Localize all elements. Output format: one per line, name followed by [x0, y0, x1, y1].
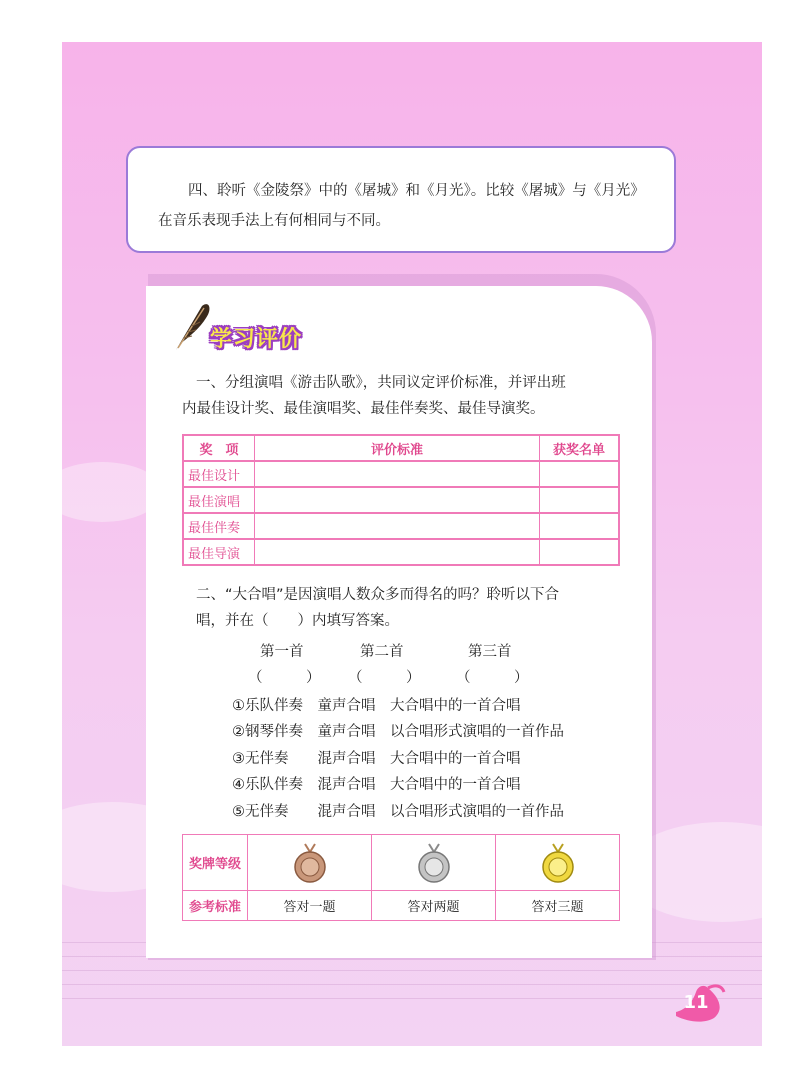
option-5: ⑤无伴奏 混声合唱 以合唱形式演唱的一首作品 — [232, 804, 564, 820]
criteria-cell: 答对一题 — [248, 891, 372, 921]
criteria-cell[interactable] — [255, 487, 540, 513]
question1-line1: 一、分组演唱《游击队歌》，共同议定评价标准，并评出班 — [196, 375, 566, 391]
header-winners: 获奖名单 — [540, 435, 620, 461]
medal-cell — [248, 835, 372, 891]
criteria-row — [183, 891, 620, 921]
answer-blank-2[interactable]: （ ） — [348, 670, 421, 686]
bronze-medal-icon — [292, 842, 328, 884]
song-label-1: 第一首 — [260, 644, 304, 660]
table-row — [183, 487, 619, 513]
medal-row — [183, 835, 620, 891]
answer-blank-3[interactable]: （ ） — [456, 670, 529, 686]
medal-table — [182, 834, 620, 921]
answer-blank-1[interactable]: （ ） — [248, 670, 321, 686]
winner-cell[interactable] — [540, 539, 620, 565]
question2-line2: 唱，并在（ ）内填写答案。 — [196, 613, 399, 629]
row-label: 最佳演唱 — [183, 487, 255, 513]
criteria-cell[interactable] — [255, 461, 540, 487]
table-row — [183, 461, 619, 487]
option-3: ③无伴奏 混声合唱 大合唱中的一首合唱 — [232, 751, 521, 767]
table-header-row — [183, 435, 619, 461]
table-row — [183, 539, 619, 565]
music-staff-line — [62, 998, 762, 999]
winner-cell[interactable] — [540, 461, 620, 487]
section-title: 学习评价 — [210, 327, 303, 352]
music-staff-line — [62, 984, 762, 985]
medal-cell — [372, 835, 496, 891]
criteria-cell[interactable] — [255, 539, 540, 565]
header-award: 奖 项 — [183, 435, 255, 461]
music-staff-line — [62, 970, 762, 971]
row-label: 最佳导演 — [183, 539, 255, 565]
header-criteria: 评价标准 — [255, 435, 540, 461]
criteria-row-label: 参考标准 — [183, 891, 248, 921]
winner-cell[interactable] — [540, 513, 620, 539]
criteria-cell[interactable] — [255, 513, 540, 539]
silver-medal-icon — [416, 842, 452, 884]
song-label-2: 第二首 — [360, 644, 404, 660]
evaluation-table — [182, 434, 620, 566]
winner-cell[interactable] — [540, 487, 620, 513]
table-row — [183, 513, 619, 539]
row-label: 最佳伴奏 — [183, 513, 255, 539]
feather-quill-icon — [172, 300, 212, 352]
question4-box — [126, 146, 676, 253]
question1-line2: 内最佳设计奖、最佳演唱奖、最佳伴奏奖、最佳导演奖。 — [182, 401, 545, 417]
song-label-3: 第三首 — [468, 644, 512, 660]
option-2: ②钢琴伴奏 童声合唱 以合唱形式演唱的一首作品 — [232, 724, 564, 740]
criteria-cell: 答对三题 — [496, 891, 620, 921]
page-number: 11 — [683, 992, 709, 1013]
option-1: ①乐队伴奏 童声合唱 大合唱中的一首合唱 — [232, 698, 521, 714]
question2-line1: 二、“大合唱”是因演唱人数众多而得名的吗？聆听以下合 — [196, 587, 560, 603]
medal-cell — [496, 835, 620, 891]
medal-row-label: 奖牌等级 — [183, 835, 248, 891]
option-4: ④乐队伴奏 混声合唱 大合唱中的一首合唱 — [232, 777, 521, 793]
row-label: 最佳设计 — [183, 461, 255, 487]
gold-medal-icon — [540, 842, 576, 884]
question4-text: 四、聆听《金陵祭》中的《屠城》和《月光》。比较《屠城》与《月光》在音乐表现手法上有何相同与不同。 — [158, 183, 645, 229]
page-background — [62, 42, 762, 1046]
criteria-cell: 答对两题 — [372, 891, 496, 921]
